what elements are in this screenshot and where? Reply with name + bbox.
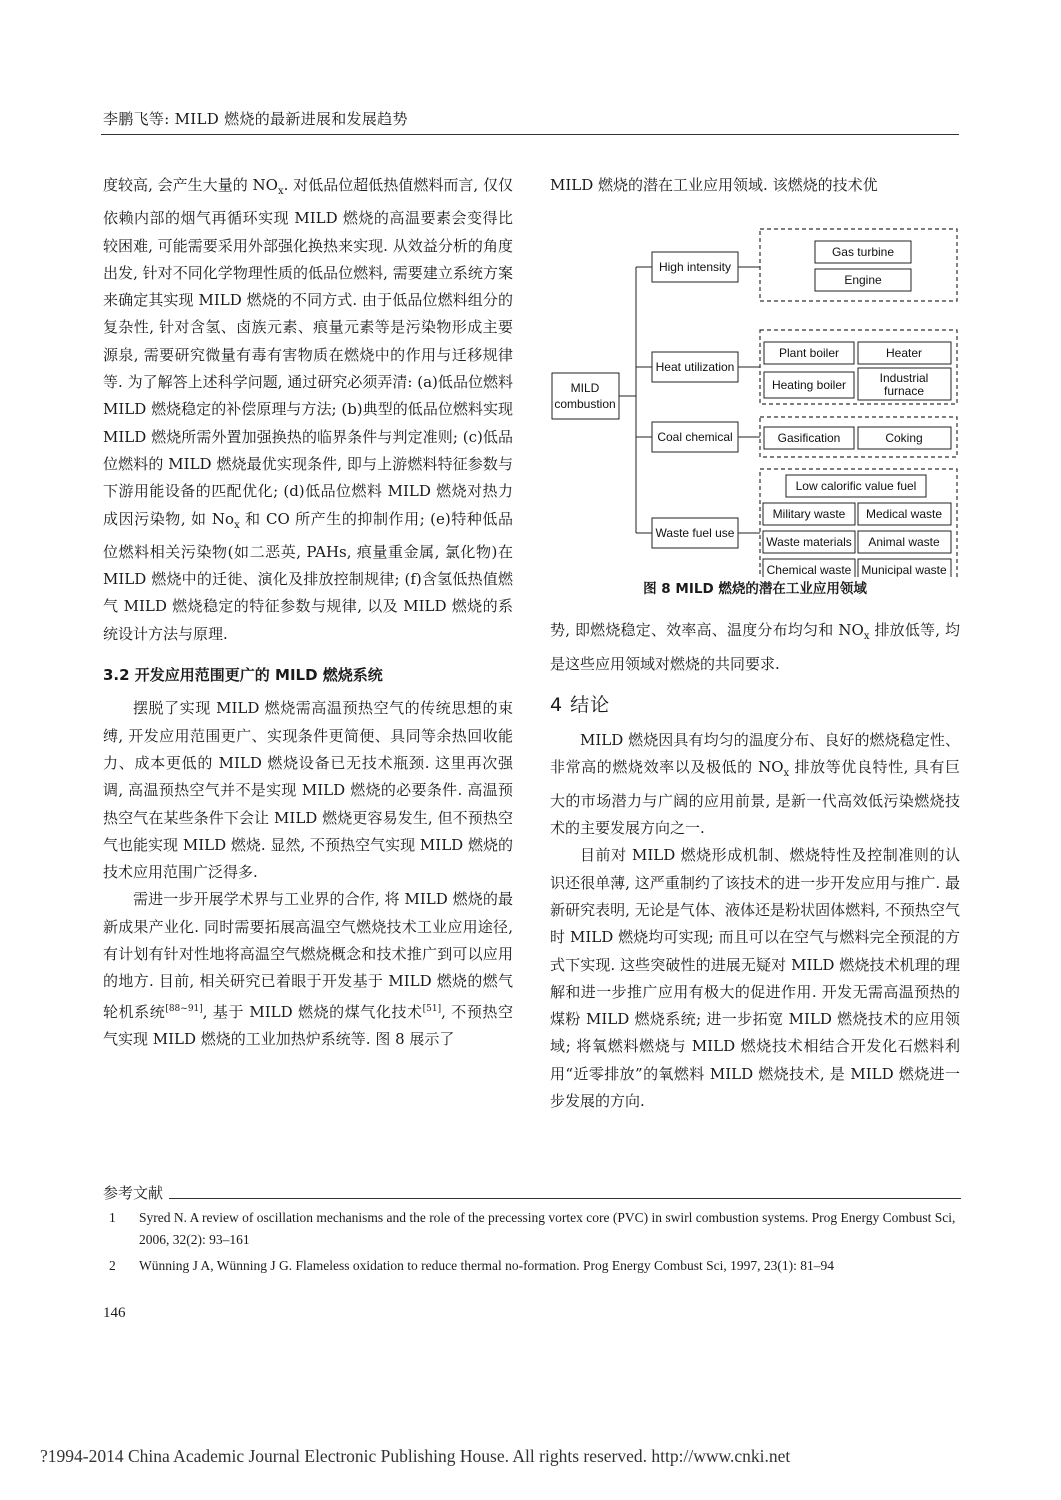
branch-label-waste-fuel: Waste fuel use bbox=[655, 526, 735, 541]
leaf-low-calorific-fuel: Low calorific value fuel bbox=[795, 479, 917, 494]
leaf-engine: Engine bbox=[844, 273, 882, 288]
leaf-heating-boiler: Heating boiler bbox=[771, 378, 847, 393]
branch-label-heat-utilization: Heat utilization bbox=[655, 360, 735, 375]
section-heading-4: 4 结论 bbox=[550, 693, 611, 716]
application-tree-diagram bbox=[550, 205, 960, 577]
root-node-label-2: combustion bbox=[554, 397, 616, 412]
body-paragraph: 势, 即燃烧稳定、效率高、温度分布均匀和 $NO_x$ 排放低等, 均是这些应用领域对燃烧的共同要求. bbox=[550, 621, 960, 673]
leaf-gas-turbine: Gas turbine bbox=[831, 245, 895, 260]
references-heading: 参考文献 bbox=[103, 1182, 961, 1203]
body-paragraph: 需进一步开展学术界与工业界的合作, 将 MILD 燃烧的最新成果产业化. 同时需要拓展高温空气燃烧技术工业应用途径, 有计划有针对性地将高温空气燃烧概念和技术推广到可以应用的地方. 目前, 相关研究已着眼于开发基于 MILD 燃烧的燃气轮机系统[88~91], 基于 MILD 燃烧的煤气化技术[51], 不预热空气实现 MILD 燃烧的工业加热炉系统等. 图 8 展示了 bbox=[103, 890, 513, 1048]
leaf-gasification: Gasification bbox=[777, 431, 841, 446]
body-paragraph: MILD 燃烧因具有均匀的温度分布、良好的燃烧稳定性、非常高的燃烧效率以及极低的 $NO_x$ 排放等优良特性, 具有巨大的市场潜力与广阔的应用前景, 是新一代高效低污染燃烧技术的主要发展方向之一. bbox=[550, 731, 960, 838]
section-heading-3-2: 3.2 开发应用范围更广的 MILD 燃烧系统 bbox=[103, 666, 383, 685]
leaf-chemical-waste: Chemical waste bbox=[766, 563, 852, 578]
body-paragraph: 摆脱了实现 MILD 燃烧需高温预热空气的传统思想的束缚, 开发应用范围更广、实现条件更简便、具同等余热回收能力、成本更低的 MILD 燃烧设备已无技术瓶颈. 这里再次强调, 高温预热空气并不是实现 MILD 燃烧的必要条件. 高温预热空气在某些条件下会让 MILD 燃烧更容易发生, 但不预热空气也能实现 MILD 燃烧. 显然, 不预热空气实现 MILD 燃烧的技术应用范围广泛得多. bbox=[103, 699, 513, 882]
figure-8-diagram bbox=[550, 205, 960, 577]
root-node-label-1: MILD bbox=[570, 381, 600, 396]
body-paragraph: 度较高, 会产生大量的 $NO_x$. 对低品位超低热值燃料而言, 仅仅依赖内部的烟气再循环实现 MILD 燃烧的高温要素会变得比较困难, 可能需要采用外部强化换热来实现. 从效益分析的角度出发, 针对不同化学物理性质的低品位燃料, 需要建立系统方案来确定其实现 MILD 燃烧的不同方式. 由于低品位燃料组分的复杂性, 针对含氢、卤族元素、痕量元素等是污染物形成主要源泉, 需要研究微量有毒有害物质在燃烧中的作用与迁移规律等. 为了解答上述科学问题, 通过研究必须弄清: (a)低品位燃料 MILD 燃烧稳定的补偿原理与方法; (b)典型的低品位燃料实现 MILD 燃烧所需外置加强换热的临界条件与判定准则; (c)低品位燃料的 MILD 燃烧最优实现条件, 即与上游燃料特征参数与下游用能设备的匹配优化; (d)低品位燃料 MILD 燃烧对热力成因污染物, 如 $No_x$ 和 CO 所产生的抑制作用; (e)特种低品位燃料相关污染物(如二恶英, PAHs, 痕量重金属, 氯化物)在 MILD 燃烧中的迁徙、演化及排放控制规律; (f)含氢低热值燃气 MILD 燃烧稳定的特征参数与规律, 以及 MILD 燃烧的系统设计方法与原理. bbox=[103, 176, 513, 643]
header-rule bbox=[101, 134, 959, 135]
leaf-waste-materials: Waste materials bbox=[766, 535, 852, 550]
leaf-industrial-furnace-2: furnace bbox=[883, 384, 925, 399]
right-column bbox=[550, 172, 960, 1115]
root-node-box bbox=[552, 373, 619, 419]
citation-link[interactable]: [51] bbox=[422, 1003, 442, 1014]
leaf-plant-boiler: Plant boiler bbox=[778, 346, 840, 361]
reference-item: 1 Syred N. A review of oscillation mechanisms and the role of the precessing vortex core (PVC) in swirl combustion systems. Prog Energy Combust Sci, 2006, 32(2): 93–161 bbox=[109, 1210, 956, 1247]
left-column bbox=[103, 172, 513, 1053]
leaf-animal-waste: Animal waste bbox=[868, 535, 940, 550]
leaf-coking: Coking bbox=[885, 431, 923, 446]
reference-item: 2 Wünning J A, Wünning J G. Flameless oxidation to reduce thermal no-formation. Prog Energy Combust Sci, 1997, 23(1): 81–94 bbox=[109, 1258, 835, 1273]
leaf-military-waste: Military waste bbox=[772, 507, 846, 522]
branch-label-high-intensity: High intensity bbox=[658, 260, 732, 275]
citation-link[interactable]: [88~91] bbox=[165, 1003, 203, 1014]
page-number: 146 bbox=[103, 1305, 126, 1321]
branch-label-coal-chemical: Coal chemical bbox=[657, 430, 733, 445]
running-head: 李鹏飞等: MILD 燃烧的最新进展和发展趋势 bbox=[103, 110, 408, 128]
leaf-medical-waste: Medical waste bbox=[865, 507, 943, 522]
references-section bbox=[103, 1182, 961, 1277]
leaf-municipal-waste: Municipal waste bbox=[861, 563, 947, 578]
figure-caption: 图 8 MILD 燃烧的潜在工业应用领域 bbox=[643, 581, 867, 598]
body-paragraph: MILD 燃烧的潜在工业应用领域. 该燃烧的技术优 bbox=[550, 176, 878, 194]
body-paragraph: 目前对 MILD 燃烧形成机制、燃烧特性及控制准则的认识还很单薄, 这严重制约了该技术的进一步开发应用与推广. 最新研究表明, 无论是气体、液体还是粉状固体燃料, 不预热空气时 MILD 燃烧均可实现; 而且可以在空气与燃料完全预混的方式下实现. 这些突破性的进展无疑对 MILD 燃烧技术机理的理解和进一步推广应用有极大的促进作用. 开发无需高温预热的煤粉 MILD 燃烧系统; 进一步拓宽 MILD 燃烧技术的应用领域; 将氧燃料燃烧与 MILD 燃烧技术相结合开发化石燃料利用“近零排放”的氧燃料 MILD 燃烧技术, 是 MILD 燃烧进一步发展的方向. bbox=[550, 846, 960, 1111]
copyright-footer: ?1994-2014 China Academic Journal Electronic Publishing House. All rights reserved. http://www.cnki.net bbox=[40, 1446, 791, 1466]
leaf-industrial-furnace-1: Industrial bbox=[879, 371, 929, 386]
leaf-heater: Heater bbox=[885, 346, 923, 361]
references-rule bbox=[169, 1198, 961, 1199]
